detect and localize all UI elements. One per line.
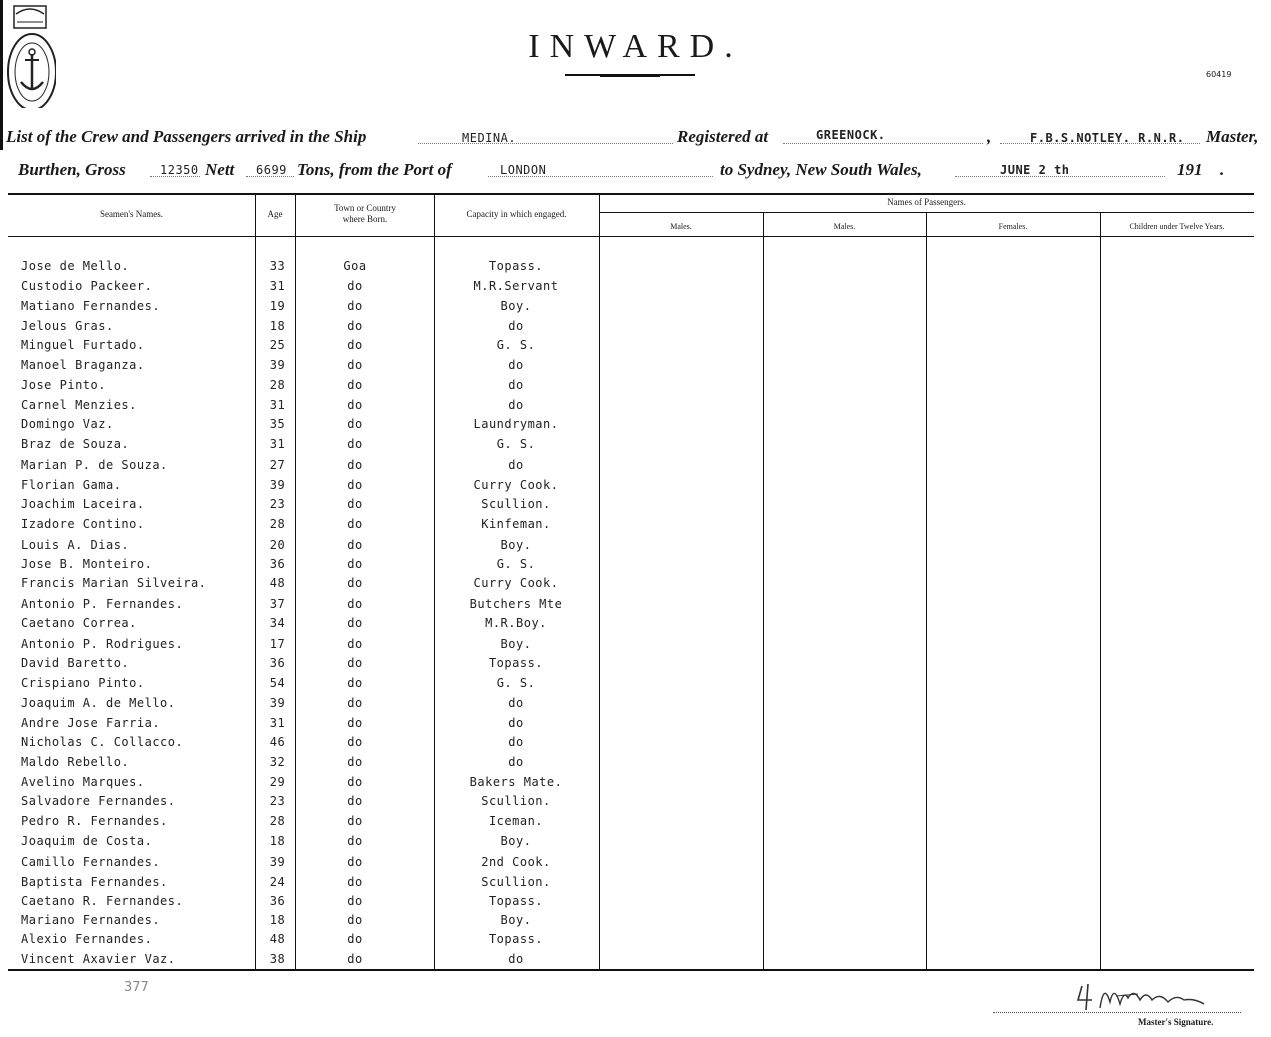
year-period: .: [1220, 160, 1225, 179]
seaman-capacity: Kinfeman.: [481, 517, 551, 531]
seaman-town: do: [347, 755, 363, 769]
seaman-town: do: [347, 538, 363, 552]
seaman-name: Braz de Souza.: [21, 437, 130, 451]
table-top-rule: [8, 193, 1254, 195]
seaman-age: 29: [269, 775, 286, 789]
seaman-capacity: Topass.: [488, 259, 544, 273]
seaman-town: do: [347, 478, 363, 492]
signature-label: Master's Signature.: [1138, 1017, 1214, 1027]
seaman-capacity: Topass.: [488, 932, 544, 946]
crew-row: [0, 437, 1271, 457]
table-bottom-rule: [8, 969, 1254, 971]
seaman-town: do: [347, 279, 363, 293]
seaman-town: do: [347, 875, 363, 889]
crew-row: [0, 932, 1271, 952]
seaman-age: 37: [269, 597, 286, 611]
seaman-age: 27: [269, 458, 286, 472]
seaman-name: Baptista Fernandes.: [21, 875, 168, 889]
seaman-town: do: [347, 716, 363, 730]
crew-row: [0, 417, 1271, 437]
col-males-1: Males.: [670, 222, 692, 231]
seaman-town: do: [347, 338, 363, 352]
seaman-capacity: Scullion.: [481, 794, 551, 808]
seaman-name: Antonio P. Rodrigues.: [21, 637, 184, 651]
crew-row: [0, 299, 1271, 319]
document-title: INWARD.: [528, 28, 743, 65]
crew-row: [0, 794, 1271, 814]
seaman-name: Joaquim de Costa.: [21, 834, 153, 848]
seaman-capacity: Boy.: [500, 299, 532, 313]
ship-dots: [418, 143, 673, 144]
master-label: Master,: [1206, 127, 1259, 146]
crew-row: [0, 775, 1271, 795]
seaman-age: 32: [269, 755, 286, 769]
seaman-age: 48: [269, 576, 286, 590]
seaman-capacity: do: [508, 735, 524, 749]
seaman-age: 36: [269, 894, 286, 908]
seaman-age: 46: [269, 735, 286, 749]
seaman-town: do: [347, 696, 363, 710]
seaman-town: do: [347, 497, 363, 511]
seaman-capacity: G. S.: [496, 338, 536, 352]
seaman-age: 36: [269, 656, 286, 670]
seaman-name: Minguel Furtado.: [21, 338, 145, 352]
crew-row: [0, 814, 1271, 834]
seaman-capacity: do: [508, 952, 524, 966]
seaman-age: 33: [269, 259, 286, 273]
seaman-town: do: [347, 358, 363, 372]
seaman-name: Alexio Fernandes.: [21, 932, 153, 946]
seaman-capacity: 2nd Cook.: [481, 855, 551, 869]
seaman-capacity: Bakers Mate.: [469, 775, 563, 789]
crew-row: [0, 696, 1271, 716]
crew-row: [0, 875, 1271, 895]
seaman-capacity: do: [508, 319, 524, 333]
seaman-town: do: [347, 458, 363, 472]
seaman-capacity: M.R.Boy.: [485, 616, 547, 630]
seaman-capacity: do: [508, 378, 524, 392]
crew-row: [0, 378, 1271, 398]
seaman-town: do: [347, 417, 363, 431]
burthen-label: Burthen, Gross: [18, 160, 126, 179]
seaman-name: Joaquim A. de Mello.: [21, 696, 176, 710]
seaman-town: do: [347, 855, 363, 869]
seaman-name: Nicholas C. Collacco.: [21, 735, 184, 749]
seaman-age: 31: [269, 398, 286, 412]
seaman-age: 31: [269, 279, 286, 293]
crew-row: [0, 676, 1271, 696]
seaman-name: Avelino Marques.: [21, 775, 145, 789]
seaman-capacity: M.R.Servant: [473, 279, 559, 293]
seaman-town: do: [347, 952, 363, 966]
seaman-capacity: do: [508, 755, 524, 769]
crew-row: [0, 716, 1271, 736]
registered-port: GREENOCK.: [816, 128, 886, 142]
crew-row: [0, 735, 1271, 755]
arrival-date: JUNE 2 th: [1000, 163, 1070, 177]
seaman-capacity: Topass.: [488, 656, 544, 670]
seaman-capacity: Laundryman.: [473, 417, 559, 431]
crew-row: [0, 637, 1271, 657]
seaman-town: do: [347, 894, 363, 908]
seaman-age: 36: [269, 557, 286, 571]
seaman-name: Francis Marian Silveira.: [21, 576, 207, 590]
list-label: List of the Crew and Passengers arrived in the Ship: [6, 127, 367, 146]
seaman-name: Antonio P. Fernandes.: [21, 597, 184, 611]
master-signature: [1076, 978, 1226, 1022]
seaman-capacity: Curry Cook.: [473, 576, 559, 590]
seaman-age: 17: [269, 637, 286, 651]
seaman-name: Pedro R. Fernandes.: [21, 814, 168, 828]
seaman-name: Izadore Contino.: [21, 517, 145, 531]
seaman-town: do: [347, 437, 363, 451]
seaman-age: 39: [269, 696, 286, 710]
seaman-town: do: [347, 616, 363, 630]
pencil-folio-number: 377: [124, 980, 149, 995]
crew-row: [0, 616, 1271, 636]
seaman-name: Jose de Mello.: [21, 259, 130, 273]
seaman-town: do: [347, 557, 363, 571]
col-seamen-names: Seamen's Names.: [99, 209, 164, 219]
crew-row: [0, 497, 1271, 517]
crew-row: [0, 538, 1271, 558]
seaman-town: do: [347, 735, 363, 749]
seaman-age: 28: [269, 517, 286, 531]
crew-row: [0, 894, 1271, 914]
seaman-capacity: Butchers Mte: [469, 597, 563, 611]
crew-row: [0, 259, 1271, 279]
seaman-name: Jose B. Monteiro.: [21, 557, 153, 571]
crew-row: [0, 478, 1271, 498]
seaman-town: do: [347, 794, 363, 808]
crew-row: [0, 517, 1271, 537]
seaman-name: Jose Pinto.: [21, 378, 106, 392]
seaman-capacity: Scullion.: [481, 497, 551, 511]
crew-row: [0, 913, 1271, 933]
seaman-name: Carnel Menzies.: [21, 398, 137, 412]
seaman-town: do: [347, 676, 363, 690]
seaman-name: Salvadore Fernandes.: [21, 794, 176, 808]
col-capacity: Capacity in which engaged.: [466, 209, 567, 219]
seaman-capacity: G. S.: [496, 676, 536, 690]
seaman-town: do: [347, 319, 363, 333]
master-name: F.B.S.NOTLEY. R.N.R.: [1030, 131, 1185, 145]
crew-row: [0, 557, 1271, 577]
title-rule-accent: [600, 76, 660, 77]
seaman-age: 39: [269, 855, 286, 869]
seaman-age: 23: [269, 497, 286, 511]
seaman-town: do: [347, 597, 363, 611]
seaman-name: Maldo Rebello.: [21, 755, 130, 769]
seaman-town: Goa: [343, 259, 367, 273]
seaman-name: Manoel Braganza.: [21, 358, 145, 372]
ship-name: MEDINA.: [462, 131, 517, 145]
seaman-name: Louis A. Dias.: [21, 538, 130, 552]
seaman-capacity: Curry Cook.: [473, 478, 559, 492]
gross-tons: 12350: [160, 163, 199, 177]
col-males-2: Males.: [833, 222, 856, 231]
seaman-capacity: Boy.: [500, 538, 532, 552]
seaman-town: do: [347, 378, 363, 392]
seaman-capacity: Scullion.: [481, 875, 551, 889]
seaman-name: Custodio Packeer.: [21, 279, 153, 293]
seaman-capacity: Topass.: [488, 894, 544, 908]
seaman-name: Domingo Vaz.: [21, 417, 114, 431]
col-children: Children under Twelve Years.: [1129, 222, 1225, 231]
crew-row: [0, 855, 1271, 875]
table-header-rule: [8, 236, 1254, 237]
seaman-capacity: do: [508, 398, 524, 412]
crew-row: [0, 755, 1271, 775]
seaman-capacity: G. S.: [496, 437, 536, 451]
nett-label: Nett: [205, 160, 235, 179]
seaman-town: do: [347, 932, 363, 946]
crew-row: [0, 834, 1271, 854]
col-town: Town or Country where Born.: [334, 203, 396, 224]
seaman-age: 25: [269, 338, 286, 352]
nett-tons: 6699: [256, 163, 287, 177]
from-port: LONDON: [500, 163, 547, 177]
seaman-name: Caetano Correa.: [21, 616, 137, 630]
seaman-capacity: do: [508, 358, 524, 372]
seaman-name: Florian Gama.: [21, 478, 122, 492]
seaman-age: 28: [269, 378, 286, 392]
seaman-capacity: Boy.: [500, 834, 532, 848]
seaman-age: 39: [269, 478, 286, 492]
seaman-name: Matiano Fernandes.: [21, 299, 161, 313]
seaman-age: 18: [269, 834, 286, 848]
seaman-capacity: Boy.: [500, 913, 532, 927]
seaman-name: Joachim Laceira.: [21, 497, 145, 511]
seaman-name: Camillo Fernandes.: [21, 855, 161, 869]
seaman-age: 23: [269, 794, 286, 808]
page-edge: [0, 0, 3, 150]
reference-number: 60419: [1206, 70, 1232, 79]
registered-label: Registered at: [677, 127, 769, 146]
seaman-name: Caetano R. Fernandes.: [21, 894, 184, 908]
col-age: Age: [267, 209, 283, 219]
crew-row: [0, 458, 1271, 478]
crew-row: [0, 279, 1271, 299]
seaman-age: 39: [269, 358, 286, 372]
seaman-age: 19: [269, 299, 286, 313]
seaman-capacity: do: [508, 716, 524, 730]
seaman-age: 35: [269, 417, 286, 431]
comma: ,: [987, 127, 992, 146]
seaman-age: 31: [269, 437, 286, 451]
seaman-name: Andre Jose Farria.: [21, 716, 161, 730]
seaman-age: 38: [269, 952, 286, 966]
seaman-name: David Baretto.: [21, 656, 130, 670]
seaman-capacity: do: [508, 458, 524, 472]
tons-label: Tons, from the Port of: [297, 160, 452, 179]
seaman-age: 18: [269, 913, 286, 927]
registered-dots: [783, 143, 983, 144]
passengers-subheader-rule: [600, 212, 1254, 213]
seaman-town: do: [347, 398, 363, 412]
seaman-age: 28: [269, 814, 286, 828]
seaman-town: do: [347, 517, 363, 531]
crew-row: [0, 319, 1271, 339]
seaman-name: Crispiano Pinto.: [21, 676, 145, 690]
crew-row: [0, 597, 1271, 617]
seaman-age: 24: [269, 875, 286, 889]
crew-row: [0, 656, 1271, 676]
seaman-age: 48: [269, 932, 286, 946]
seaman-town: do: [347, 834, 363, 848]
crew-row: [0, 576, 1271, 596]
seaman-town: do: [347, 913, 363, 927]
seaman-name: Marian P. de Souza.: [21, 458, 168, 472]
seaman-capacity: Iceman.: [488, 814, 544, 828]
seaman-age: 18: [269, 319, 286, 333]
seaman-town: do: [347, 775, 363, 789]
seaman-name: Mariano Fernandes.: [21, 913, 161, 927]
seaman-age: 20: [269, 538, 286, 552]
seaman-town: do: [347, 299, 363, 313]
crew-row: [0, 358, 1271, 378]
col-females: Females.: [998, 222, 1028, 231]
seaman-age: 31: [269, 716, 286, 730]
crew-row: [0, 398, 1271, 418]
seaman-town: do: [347, 576, 363, 590]
seaman-capacity: do: [508, 696, 524, 710]
crew-row: [0, 338, 1271, 358]
seaman-town: do: [347, 637, 363, 651]
seaman-age: 54: [269, 676, 286, 690]
seaman-capacity: G. S.: [496, 557, 536, 571]
seaman-town: do: [347, 656, 363, 670]
year: 191: [1177, 160, 1203, 179]
seaman-name: Vincent Axavier Vaz.: [21, 952, 176, 966]
seaman-name: Jelous Gras.: [21, 319, 114, 333]
col-passengers: Names of Passengers.: [887, 197, 966, 207]
seaman-age: 34: [269, 616, 286, 630]
seaman-capacity: Boy.: [500, 637, 532, 651]
to-label: to Sydney, New South Wales,: [720, 160, 922, 179]
signature-line: [993, 1012, 1241, 1013]
seaman-town: do: [347, 814, 363, 828]
